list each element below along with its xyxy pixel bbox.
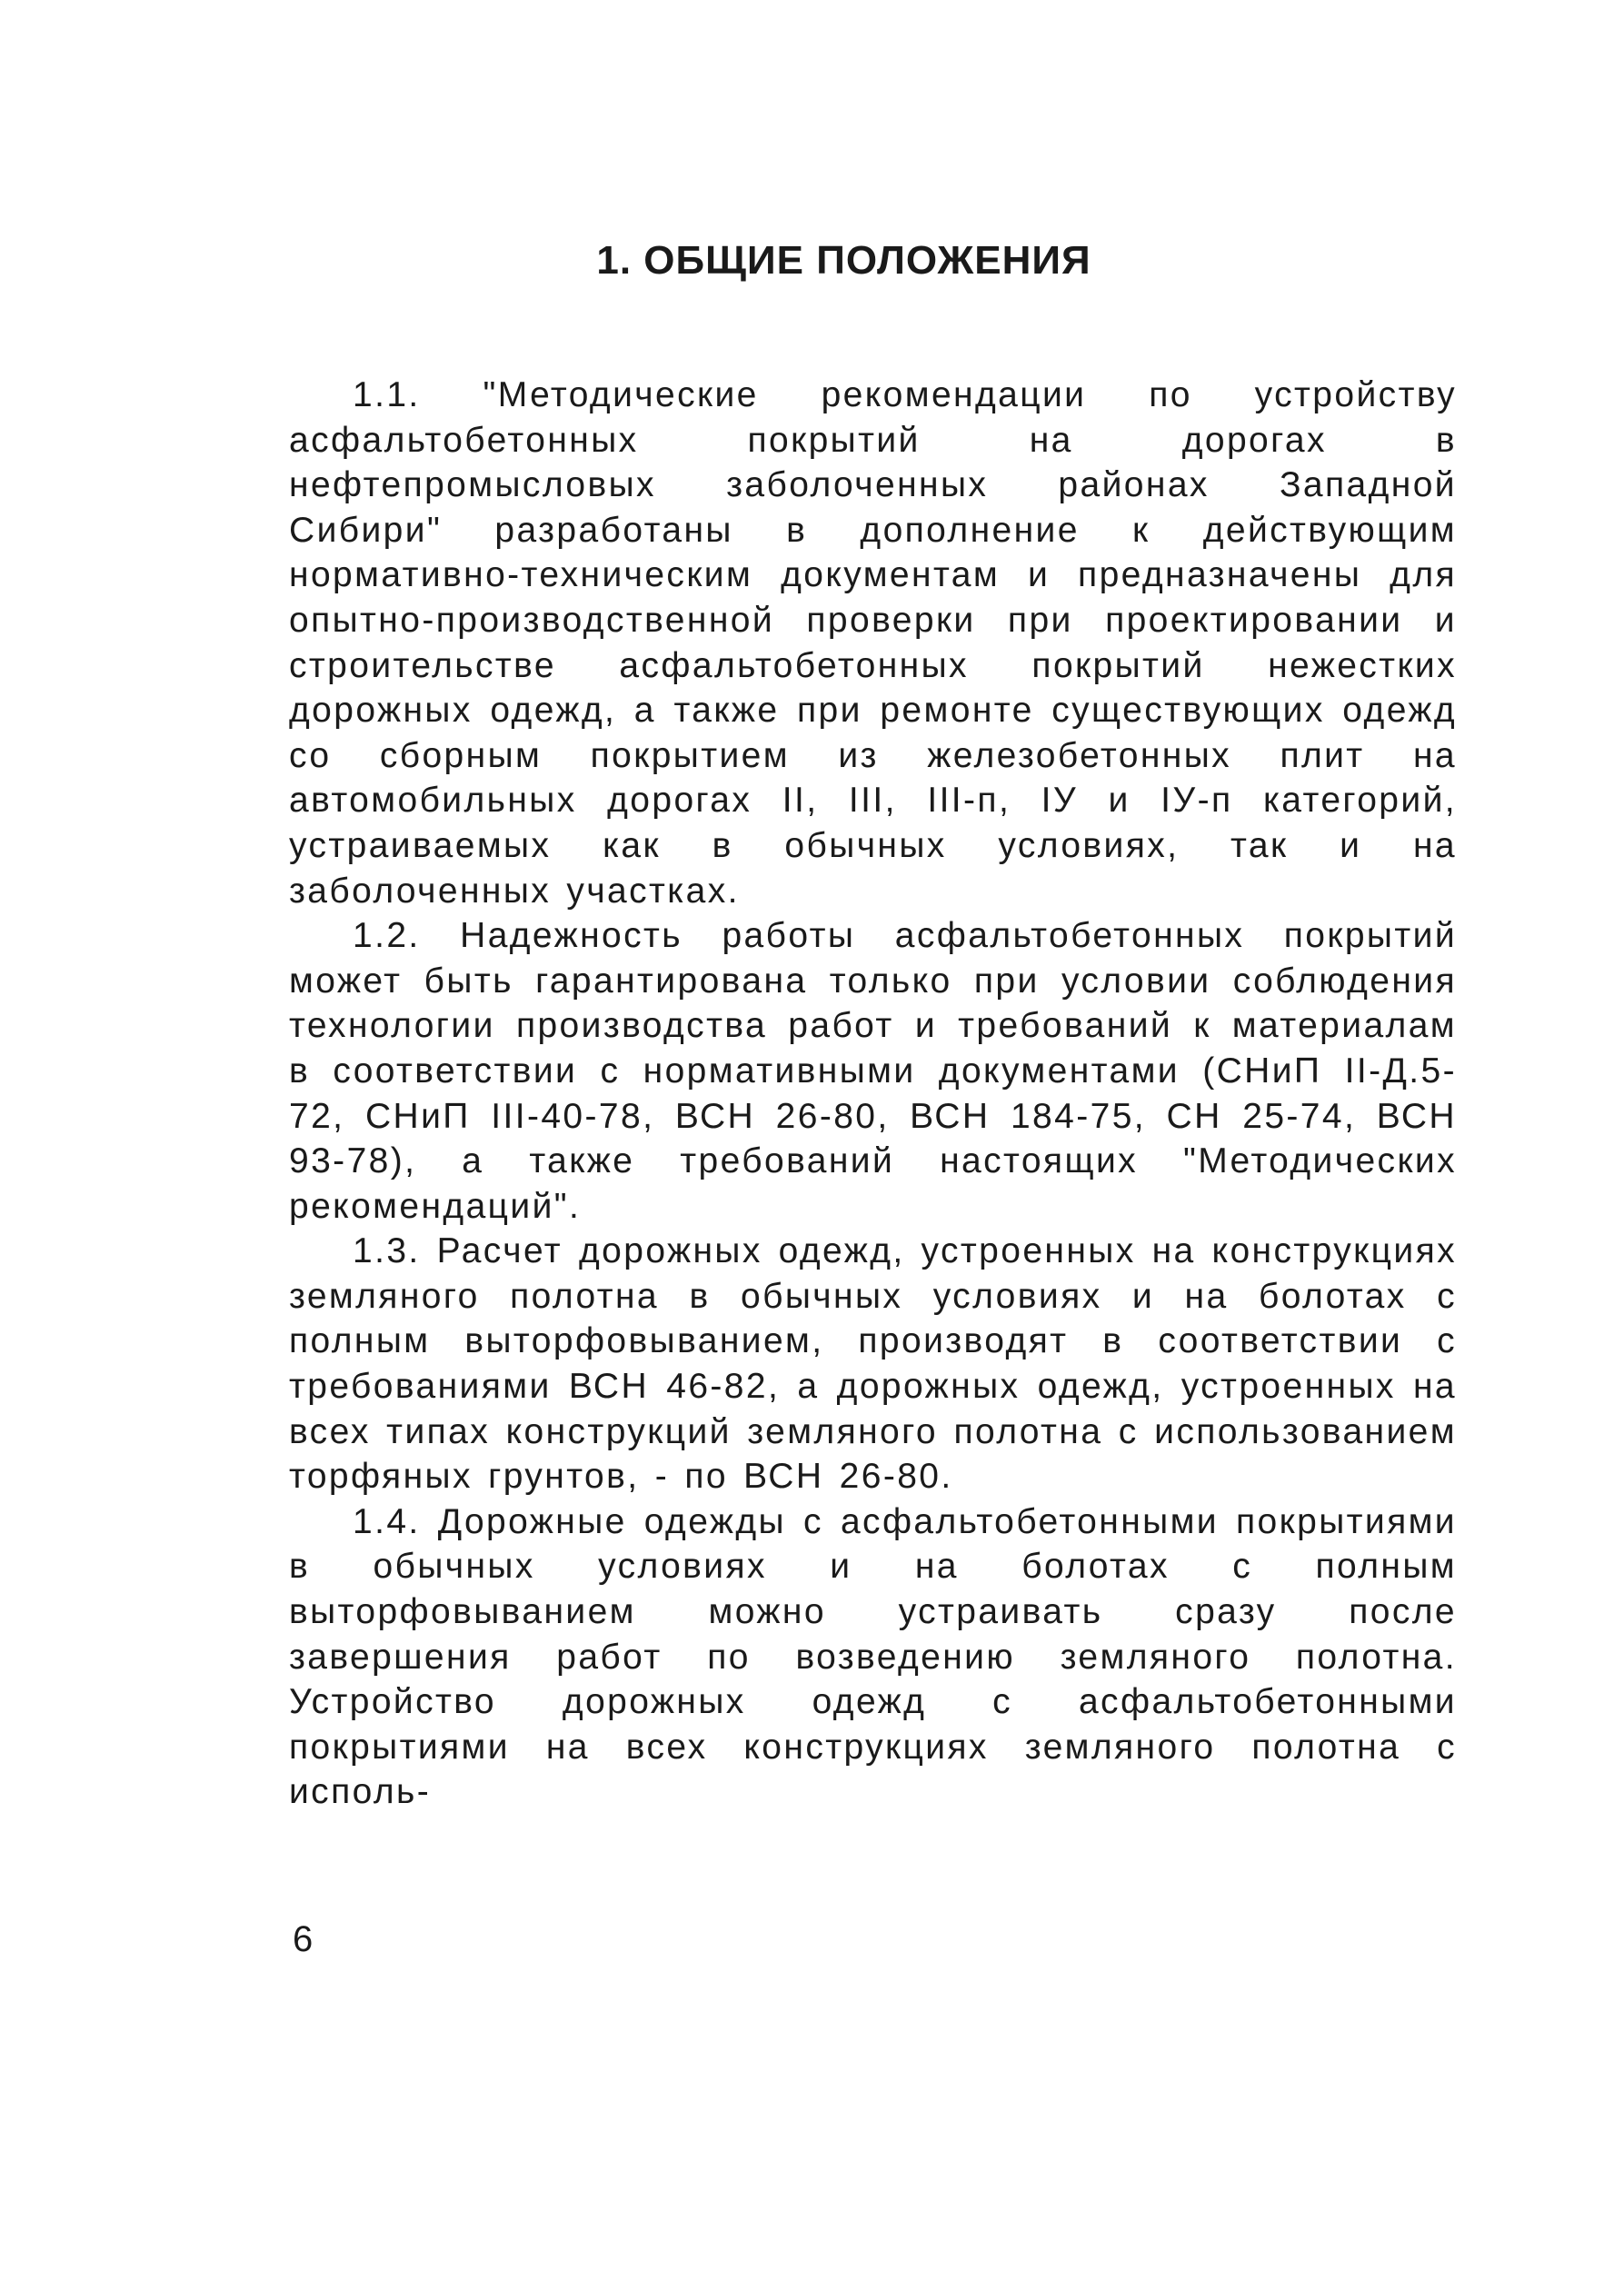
page-number: 6	[293, 1919, 314, 1959]
paragraph-1-1: 1.1. "Методические рекомендации по устройству асфальтобетонных покрытий на дорогах в нефтепромысловых заболоченных районах Западной Сибири" разработаны в дополнение к действующим нормативно-техническим документам и предназначены для опытно-производственной проверки при проектировании и строительстве асфальтобетонных покрытий нежестких дорожных одежд, а также при ремонте существующих одежд со сборным покрытием из железобетонных плит на автомобильных дорогах II, III, III-п, IУ и IУ-п категорий, устраиваемых как в обычных условиях, так и на заболоченных участках.	[289, 375, 1457, 911]
paragraph-1-4: 1.4. Дорожные одежды с асфальтобетонными покрытиями в обычных условиях и на болотах с полным выторфовыванием можно устраивать сразу после завершения работ по возведению земляного полотна. Устройство дорожных одежд с асфальтобетонными покрытиями на всех конструкциях земляного полотна с исполь-	[289, 1501, 1457, 1812]
paragraph-1-3: 1.3. Расчет дорожных одежд, устроенных на конструкциях земляного полотна в обычных условиях и на болотах с полным выторфовыванием, производят в соответствии с требованиями ВСН 46-82, а дорожных одежд, устроенных на всех типах конструкций земляного полотна с использованием торфяных грунтов, - по ВСН 26-80.	[289, 1231, 1457, 1497]
body-text	[289, 373, 1457, 1815]
paragraph-1-2: 1.2. Надежность работы асфальтобетонных покрытий может быть гарантирована только при условии соблюдения технологии производства работ и требований к материалам в соответствии с нормативными документами (СНиП II-Д.5-72, СНиП III-40-78, ВСН 26-80, ВСН 184-75, СН 25-74, ВСН 93-78), а также требований настоящих "Методических рекомендаций".	[289, 916, 1457, 1226]
section-heading: 1. ОБЩИЕ ПОЛОЖЕНИЯ	[596, 238, 1091, 283]
